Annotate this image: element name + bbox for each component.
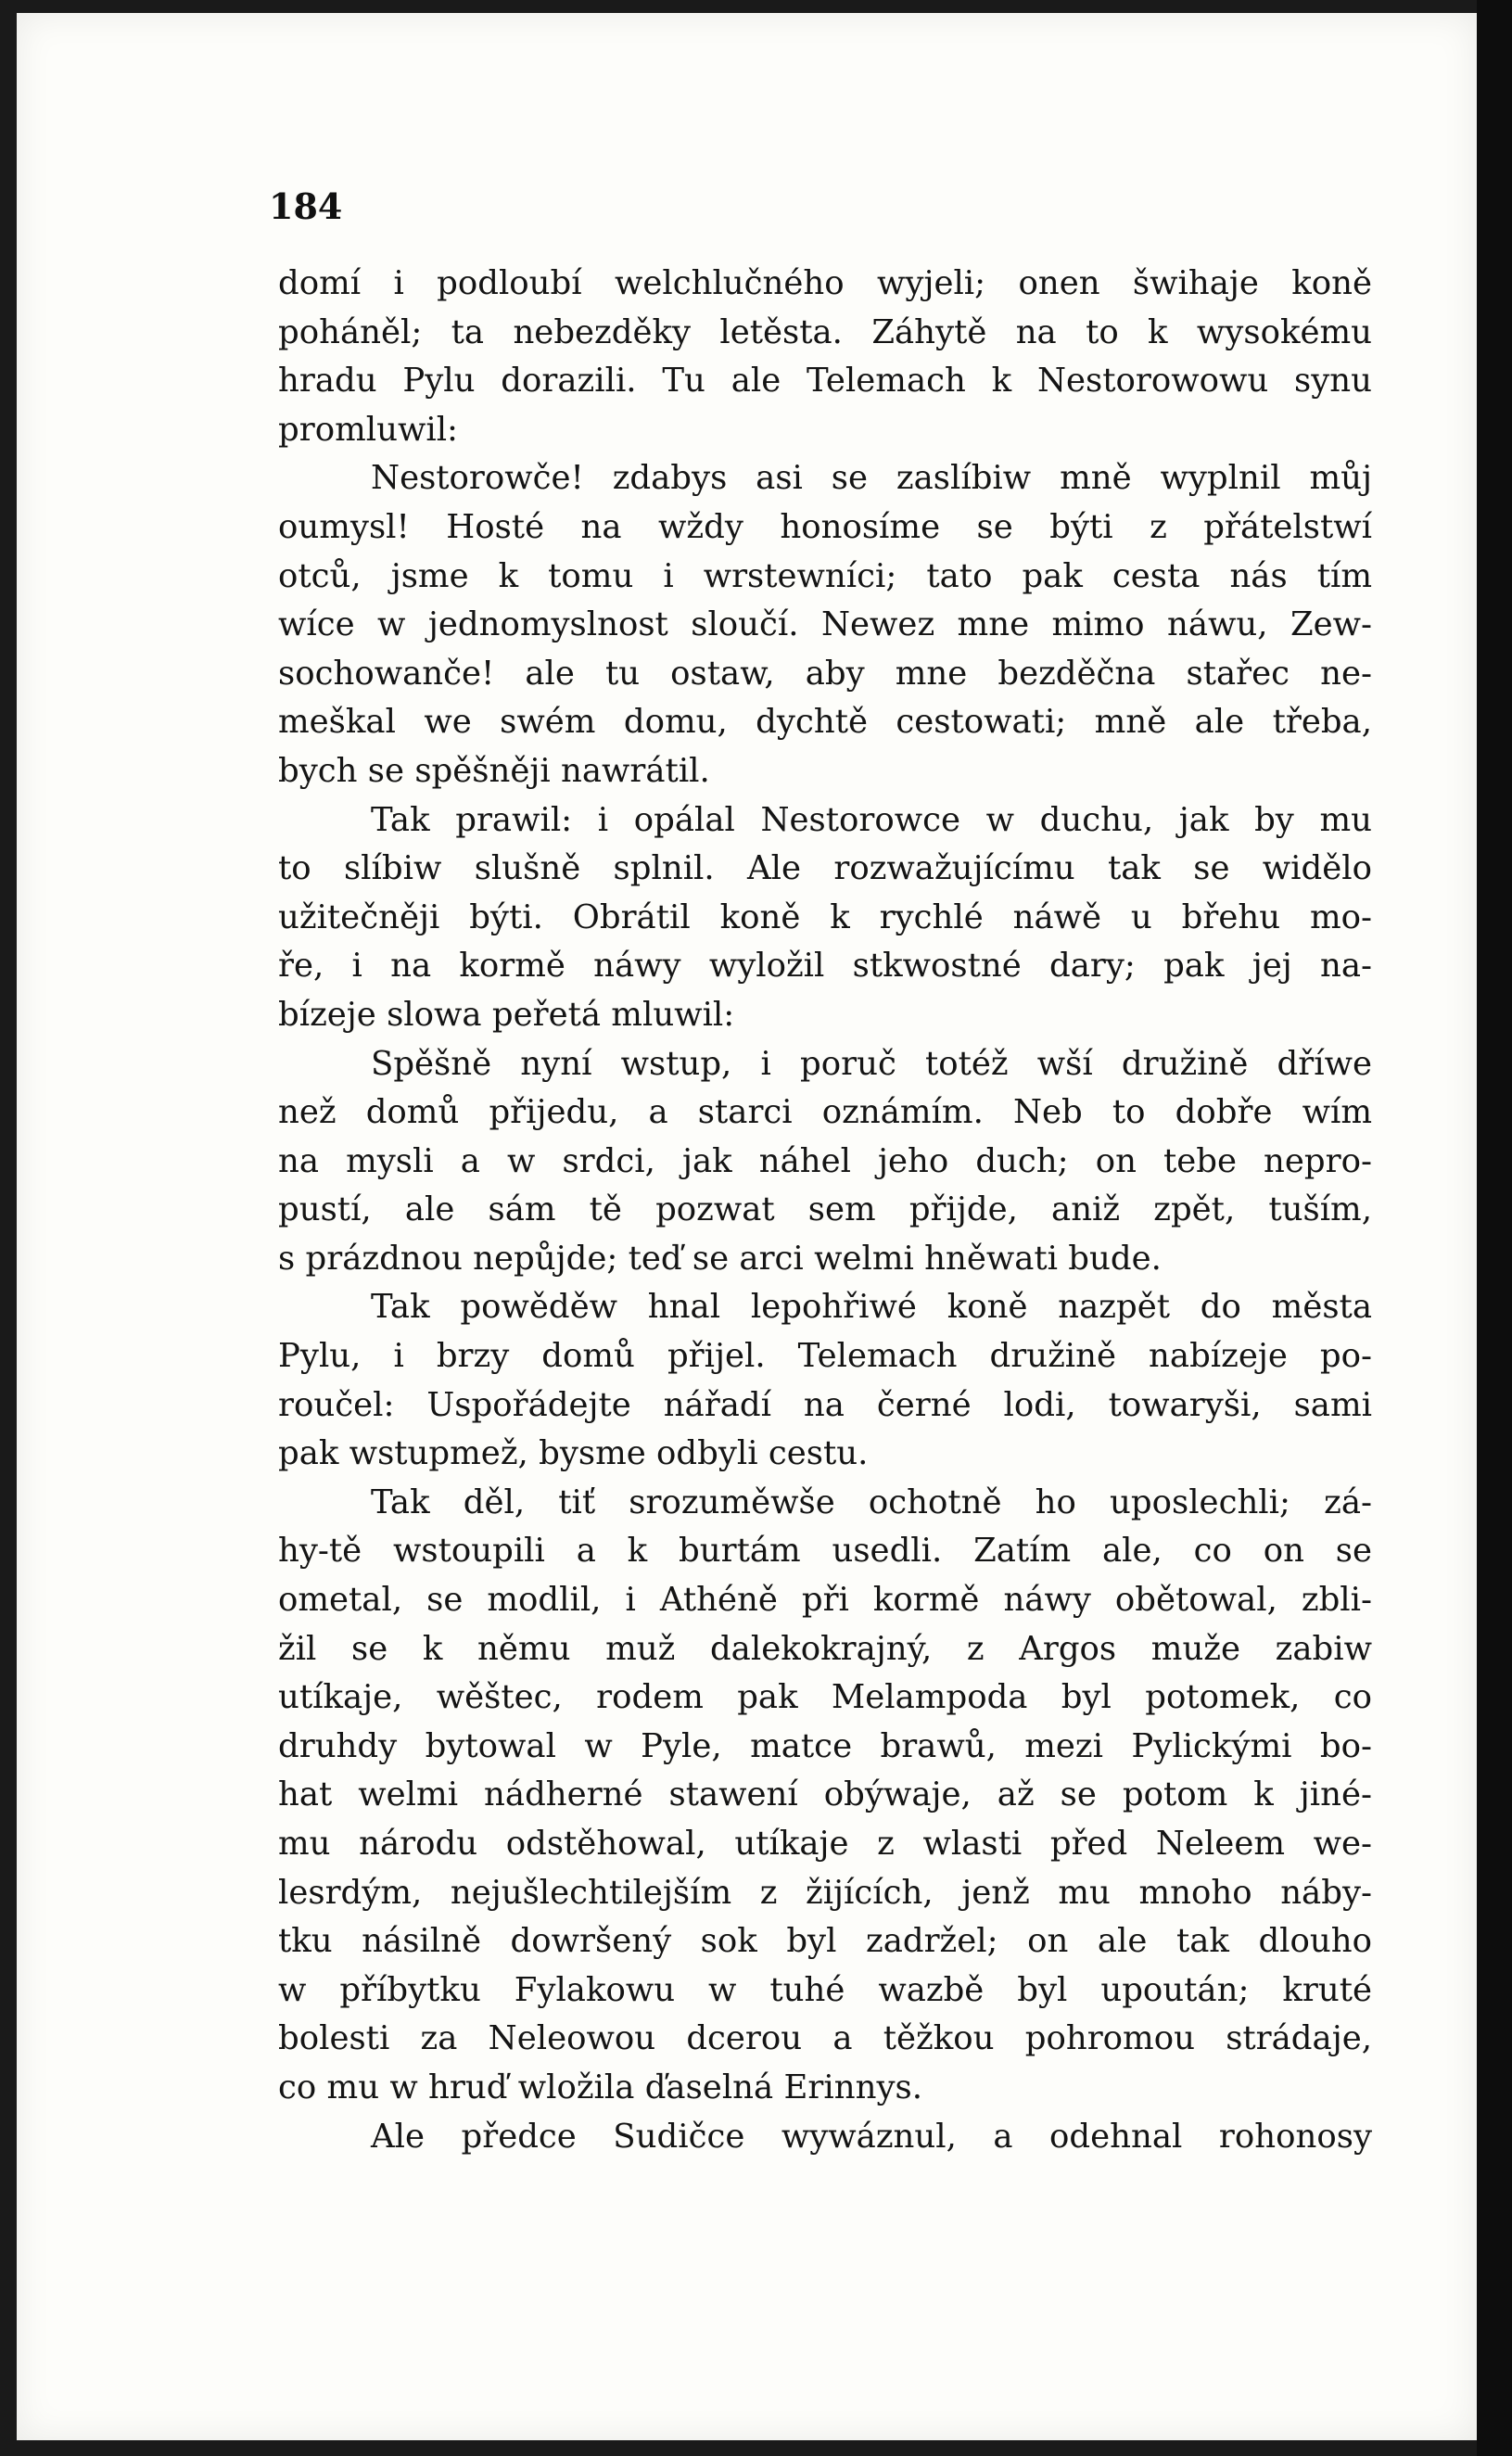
paragraph xyxy=(278,1283,1372,1478)
page-edge-shadow xyxy=(1477,0,1512,2456)
text-line: w příbytku Fylakowu w tuhé wazbě byl upoután; kruté xyxy=(278,1970,1372,2009)
text-line: pak wstupmež, bysme odbyli cestu. xyxy=(278,1434,869,1473)
text-line: poháněl; ta nebezděky letěsta. Záhytě na to k wysokému xyxy=(278,312,1372,351)
text-line: hy-tě wstoupili a k burtám usedli. Zatím ale, co on se xyxy=(278,1532,1372,1571)
text-line: Tak powěděw hnal lepohřiwé koně nazpět do města xyxy=(371,1288,1372,1327)
text-line: co mu w hruď wložila ďaselná Erinnys. xyxy=(278,2068,923,2106)
text-line: promluwil: xyxy=(278,410,459,449)
text-line: Spěšně nyní wstup, i poruč totéž wší družině dříwe xyxy=(371,1044,1372,1083)
text-line: meškal we swém domu, dychtě cestowati; mně ale třeba, xyxy=(278,703,1372,742)
text-line: než domů přijedu, a starci oznámím. Neb to dobře wím xyxy=(278,1093,1372,1132)
text-line: bízeje slowa peřetá mluwil: xyxy=(278,995,735,1034)
text-line: s prázdnou nepůjde; teď se arci welmi hněwati bude. xyxy=(278,1239,1162,1278)
text-line: žil se k němu muž dalekokrajný, z Argos muže zabiw xyxy=(278,1629,1372,1668)
paragraph xyxy=(278,1479,1372,2113)
text-line: bolesti za Neleowou dcerou a těžkou pohromou strádaje, xyxy=(278,2019,1372,2058)
text-line: oumysl! Hosté na wždy honosíme se býti z přátelstwí xyxy=(278,507,1372,546)
paragraph xyxy=(278,796,1372,1040)
text-line: Tak prawil: i opálal Nestorowce w duchu, jak by mu xyxy=(371,800,1372,839)
text-line: hradu Pylu dorazili. Tu ale Telemach k Nestorowowu synu xyxy=(278,362,1372,401)
text-line: otců, jsme k tomu i wrstewníci; tato pak cesta nás tím xyxy=(278,556,1372,595)
text-line: lesrdým, nejušlechtilejším z žijících, jenž mu mnoho náby- xyxy=(278,1873,1372,1912)
text-line: Tak děl, tiť srozuměwše ochotně ho uposlechli; zá- xyxy=(371,1483,1372,1521)
text-line: Nestorowče! zdabys asi se zaslíbiw mně wyplnil můj xyxy=(371,459,1372,498)
text-line: tku násilně dowršený sok byl zadržel; on ale tak dlouho xyxy=(278,1922,1372,1961)
text-line: ometal, se modlil, i Athéně při kormě náwy obětowal, zbli- xyxy=(278,1581,1372,1620)
text-line: bych se spěšněji nawrátil. xyxy=(278,751,710,790)
page-text xyxy=(278,260,1372,2161)
page-number: 184 xyxy=(269,185,343,227)
text-line: domí i podloubí welchlučného wyjeli; onen šwihaje koně xyxy=(278,264,1372,302)
text-line: roučel: Uspořádejte nářadí na černé lodi, towaryši, sami xyxy=(278,1385,1372,1424)
text-line: hat welmi nádherné stawení obýwaje, až se potom k jiné- xyxy=(278,1775,1372,1814)
text-line: sochowanče! ale tu ostaw, aby mne bezděčna stařec ne- xyxy=(278,654,1372,693)
paragraph xyxy=(278,454,1372,795)
paragraph xyxy=(278,260,1372,454)
text-line: to slíbiw slušně splnil. Ale rozwažujícímu tak se widělo xyxy=(278,849,1372,888)
text-line: utíkaje, wěštec, rodem pak Melampoda byl potomek, co xyxy=(278,1678,1372,1717)
text-line: Ale předce Sudičce wywáznul, a odehnal rohonosy xyxy=(371,2117,1372,2156)
text-line: pustí, ale sám tě pozwat sem přijde, aniž zpět, tuším, xyxy=(278,1190,1372,1229)
text-line: Pylu, i brzy domů přijel. Telemach družině nabízeje po- xyxy=(278,1337,1372,1376)
text-line: užitečněji býti. Obrátil koně k rychlé náwě u břehu mo- xyxy=(278,897,1372,936)
text-line: ře, i na kormě náwy wyložil stkwostné dary; pak jej na- xyxy=(278,947,1372,986)
text-line: mu národu odstěhowal, utíkaje z wlasti před Neleem we- xyxy=(278,1825,1372,1863)
text-line: druhdy bytowal w Pyle, matce brawů, mezi Pylickými bo- xyxy=(278,1726,1372,1765)
paragraph xyxy=(278,2113,1372,2162)
text-line: na mysli a w srdci, jak náhel jeho duch; on tebe nepro- xyxy=(278,1141,1372,1180)
paragraph xyxy=(278,1040,1372,1284)
text-line: wíce w jednomyslnost sloučí. Newez mne mimo náwu, Zew- xyxy=(278,605,1372,644)
